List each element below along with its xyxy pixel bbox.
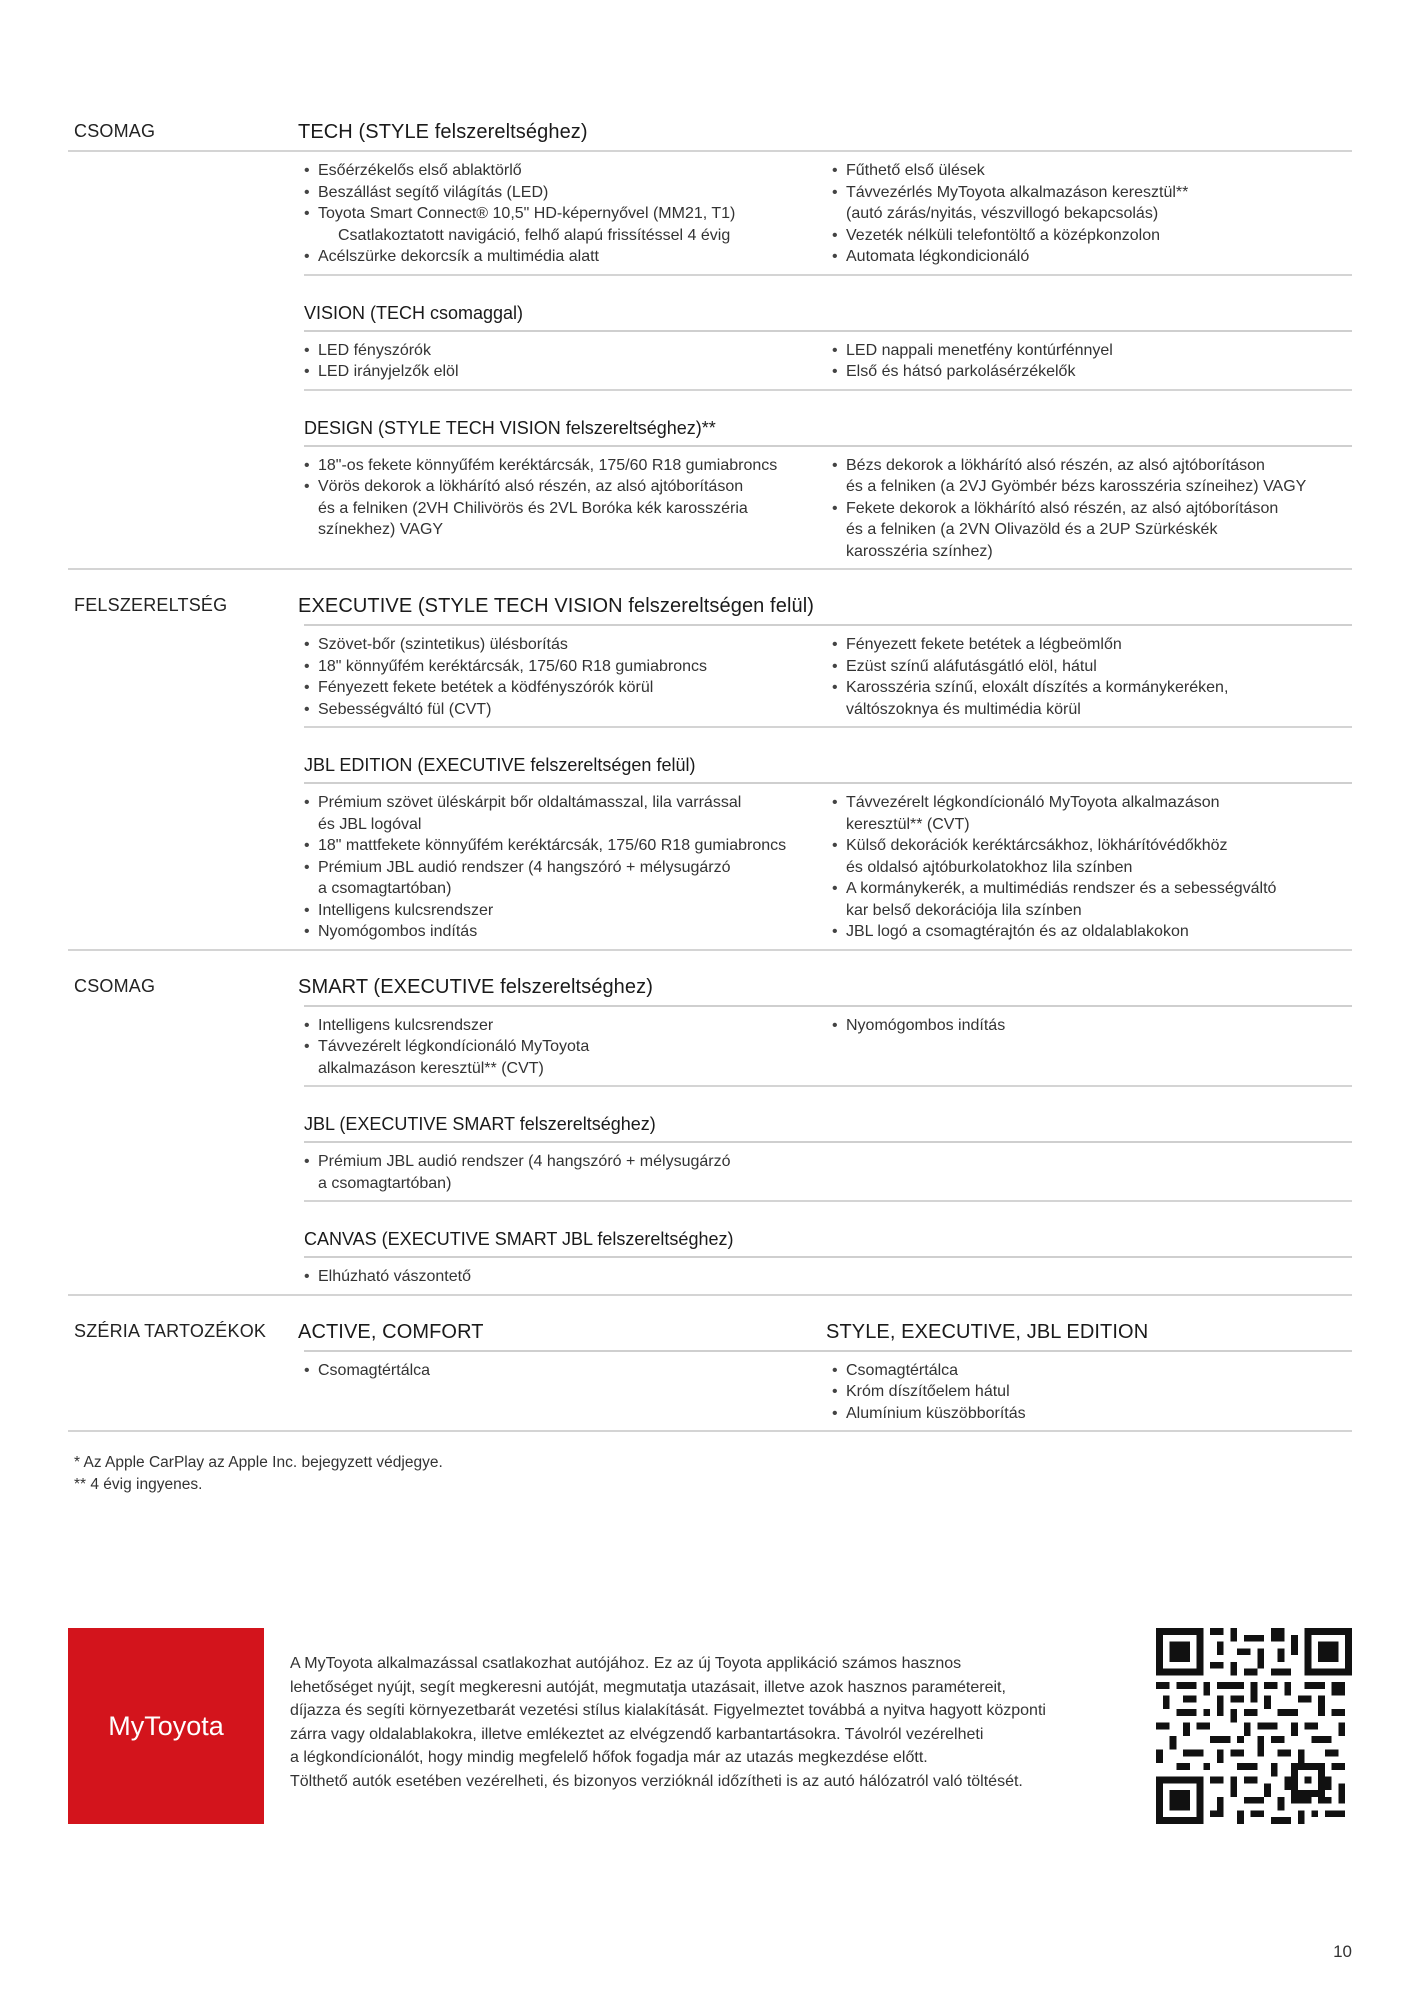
list-item: • 18" könnyűfém keréktárcsák, 175/60 R18 gumiabroncs [304, 656, 832, 678]
section-label-felszereltseg: FELSZERELTSÉG [74, 595, 228, 615]
jbl-edition-items [304, 784, 1352, 949]
footnote-1: * Az Apple CarPlay az Apple Inc. bejegyzett védjegye. [74, 1454, 443, 1471]
list-item: • Toyota Smart Connect® 10,5" HD-képernyővel (MM21, T1) Csatlakoztatott navigáció, felhő alapú frissítéssel 4 évig [304, 203, 832, 246]
section-label-szeria: SZÉRIA TARTOZÉKOK [74, 1320, 267, 1341]
divider [68, 1430, 1352, 1432]
mytoyota-description [290, 1652, 1130, 1793]
canvas-items [304, 1258, 1352, 1294]
section-label-csomag: CSOMAG [74, 121, 156, 141]
description-line: A MyToyota alkalmazással csatlakozhat autójához. Ez az új Toyota applikáció számos hasznos [290, 1655, 962, 1672]
list-item: • Csomagtértálca [304, 1360, 832, 1382]
list-item: • Csomagtértálca [832, 1360, 1352, 1382]
list-item: • Bézs dekorok a lökhárító alsó részén, az alsó ajtóborításon és a felniken (a 2VJ Gyömbér bézs karosszéria színeihez) VAGY [832, 455, 1352, 498]
list-item: • Nyomógombos indítás [832, 1015, 1352, 1037]
tech-items [304, 152, 1352, 274]
list-item: • Automata légkondicionáló [832, 246, 1352, 268]
footnote-2: ** 4 évig ingyenes. [74, 1475, 203, 1493]
accessories-header [68, 1296, 1352, 1350]
list-item: • LED nappali menetfény kontúrfénnyel [832, 340, 1352, 362]
list-item: • Króm díszítőelem hátul [832, 1381, 1352, 1403]
smart-header [68, 951, 1352, 1005]
list-item: • 18"-os fekete könnyűfém keréktárcsák, 175/60 R18 gumiabroncs [304, 455, 832, 477]
list-item: • Távvezérelt légkondícionáló MyToyota alkalmazáson keresztül** (CVT) [832, 792, 1352, 835]
list-item: • Fekete dekorok a lökhárító alsó részén, az alsó ajtóborításon és a felniken (a 2VN Olivazöld és a 2UP Szürkéskék karosszéria színhez) [832, 498, 1352, 563]
list-item: • JBL logó a csomagtérajtón és az oldalablakokon [832, 921, 1352, 943]
list-item: • Prémium JBL audió rendszer (4 hangszóró + mélysugárzó a csomagtartóban) [304, 1151, 832, 1194]
accessories-items [304, 1352, 1352, 1431]
list-item: • Karosszéria színű, eloxált díszítés a kormánykeréken, váltószoknya és multimédia körül [832, 677, 1352, 720]
list-item: • Sebességváltó fül (CVT) [304, 699, 832, 721]
page-number: 10 [1333, 1942, 1352, 1961]
list-item: • Beszállást segítő világítás (LED) [304, 182, 832, 204]
jbl-items [304, 1143, 1352, 1200]
list-item: • Fényezett fekete betétek a ködfényszórók körül [304, 677, 832, 699]
list-item: • Prémium szövet üléskárpit bőr oldaltámasszal, lila varrással és JBL logóval [304, 792, 832, 835]
description-line: Tölthető autók esetében vezérelheti, és bizonyos verzióknál időzítheti is az autó hálózatról való töltését. [290, 1772, 1023, 1790]
description-line: a légkondícionálót, hogy mindig megfelelő hőfok fogadja már az utazás megkezdése előtt. [290, 1749, 928, 1766]
list-item: • LED irányjelzők elöl [304, 361, 832, 383]
canvas-title: CANVAS (EXECUTIVE SMART JBL felszereltséghez) [304, 1229, 734, 1249]
accessories-right-title: STYLE, EXECUTIVE, JBL EDITION [826, 1320, 1149, 1343]
list-item: • 18" mattfekete könnyűfém keréktárcsák, 175/60 R18 gumiabroncs [304, 835, 832, 857]
list-item: • Prémium JBL audió rendszer (4 hangszóró + mélysugárzó a csomagtartóban) [304, 857, 832, 900]
description-line: lehetőséget nyújt, segít megkeresni autóját, megmutatja utazásait, illetve azok hasznos paramétereit, [290, 1678, 1006, 1696]
footnotes [74, 1452, 443, 1495]
smart-items [304, 1007, 1352, 1086]
description-line: zárra vagy oldalablakokra, illetve emlékeztet az elvégzendő karbantartásokra. Távolról vezérelheti [290, 1725, 984, 1743]
list-item: • Vezeték nélküli telefontöltő a középkonzolon [832, 225, 1352, 247]
list-item: • Esőérzékelős első ablaktörlő [304, 160, 832, 182]
list-item: • Szövet-bőr (szintetikus) ülésborítás [304, 634, 832, 656]
list-item: • Ezüst színű aláfutásgátló elöl, hátul [832, 656, 1352, 678]
vision-items [304, 332, 1352, 389]
list-item: • LED fényszórók [304, 340, 832, 362]
list-item: • Intelligens kulcsrendszer [304, 1015, 832, 1037]
list-item: • Intelligens kulcsrendszer [304, 900, 832, 922]
qr-code-icon[interactable] [1156, 1628, 1352, 1824]
accessories-left-title: ACTIVE, COMFORT [298, 1320, 484, 1343]
section-label-csomag-2: CSOMAG [74, 975, 156, 996]
list-item: • Fényezett fekete betétek a légbeömlőn [832, 634, 1352, 656]
design-title: DESIGN (STYLE TECH VISION felszereltséghez)** [304, 417, 716, 438]
executive-items [304, 626, 1352, 726]
list-item: • Külső dekorációk keréktárcsákhoz, lökhárítóvédőkhöz és oldalsó ajtóburkolatokhoz lila színben [832, 835, 1352, 878]
list-item: • Távvezérelt légkondícionáló MyToyota alkalmazáson keresztül** (CVT) [304, 1036, 832, 1079]
list-item: • Elhúzható vászontető [304, 1266, 832, 1288]
list-item: • A kormánykerék, a multimédiás rendszer és a sebességváltó kar belső dekorációja lila színben [832, 878, 1352, 921]
vision-title: VISION (TECH csomaggal) [304, 302, 524, 323]
tech-header [68, 96, 1352, 150]
jbl-edition-title: JBL EDITION (EXECUTIVE felszereltségen felül) [304, 755, 696, 775]
executive-header [68, 570, 1352, 624]
list-item: • Első és hátsó parkolásérzékelők [832, 361, 1352, 383]
list-item: • Acélszürke dekorcsík a multimédia alatt [304, 246, 832, 268]
list-item: • Távvezérlés MyToyota alkalmazáson keresztül** (autó zárás/nyitás, vészvillogó bekapcsolás) [832, 182, 1352, 225]
description-line: díjazza és segíti környezetbarát vezetési stílus kialakítását. Figyelmeztet továbbá a nyitva hagyott központi [290, 1702, 1046, 1719]
jbl-title: JBL (EXECUTIVE SMART felszereltséghez) [304, 1114, 656, 1134]
list-item: • Fűthető első ülések [832, 160, 1352, 182]
tech-title: TECH (STYLE felszereltséghez) [298, 121, 588, 143]
list-item: • Nyomógombos indítás [304, 921, 832, 943]
list-item: • Alumínium küszöbborítás [832, 1403, 1352, 1425]
mytoyota-logo-box [68, 1628, 264, 1824]
mytoyota-brand: MyToyota [108, 1710, 224, 1741]
spec-page [68, 0, 1352, 1432]
design-items [304, 447, 1352, 569]
executive-title: EXECUTIVE (STYLE TECH VISION felszereltségen felül) [298, 595, 815, 617]
smart-title: SMART (EXECUTIVE felszereltséghez) [298, 975, 653, 998]
list-item: • Vörös dekorok a lökhárító alsó részén, az alsó ajtóborításon és a felniken (2VH Chilivörös és 2VL Boróka kék karosszéria színekhez) VAGY [304, 476, 832, 541]
